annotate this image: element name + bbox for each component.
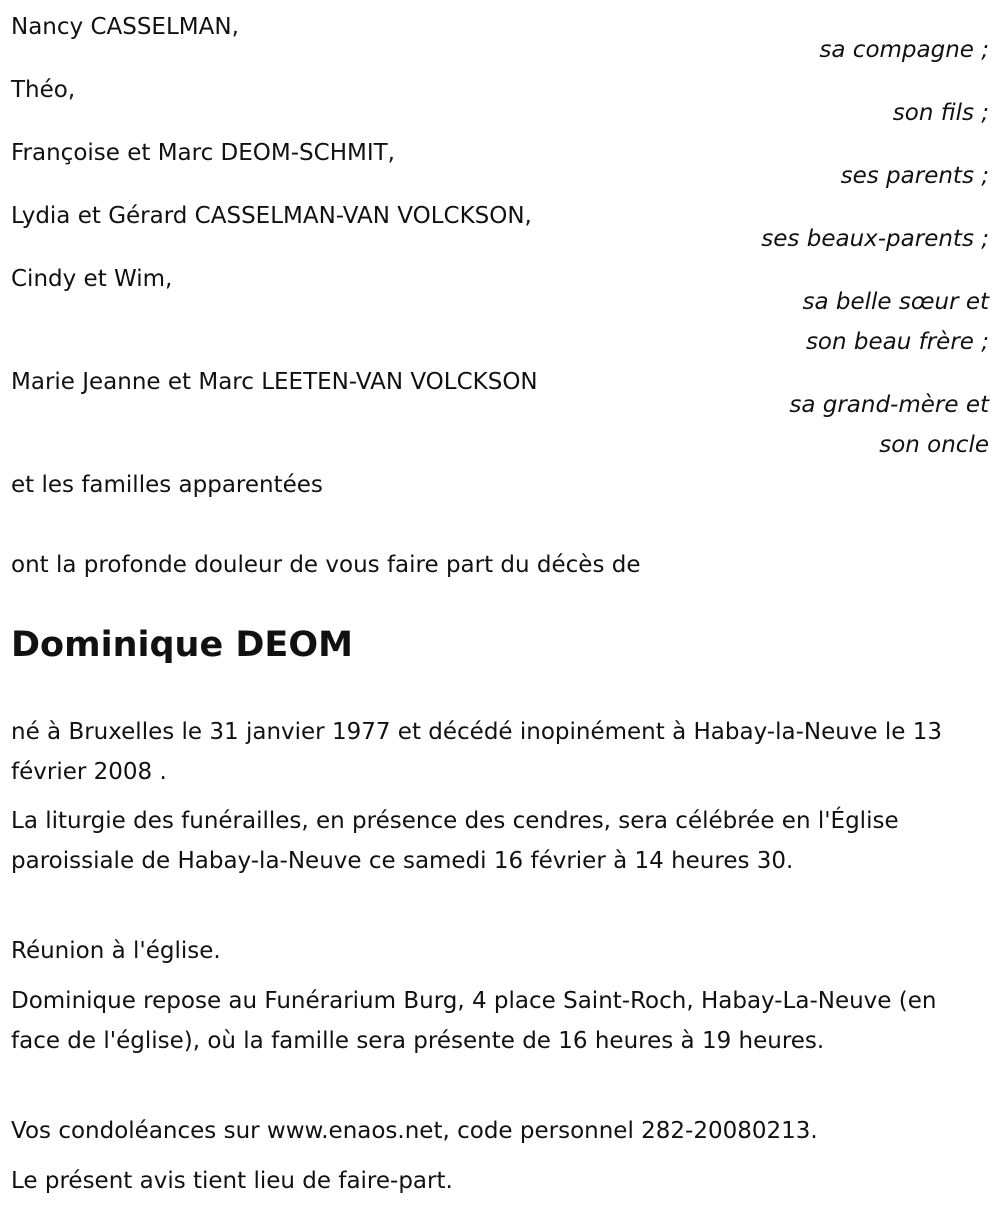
notice-paragraph: Le présent avis tient lieu de faire-part. <box>11 1168 453 1194</box>
family-member-relation: sa grand-mère et <box>789 392 989 418</box>
family-member-relation: son fils ; <box>892 100 989 126</box>
closing-family: et les familles apparentées <box>11 472 323 498</box>
meeting-paragraph: Réunion à l'église. <box>11 938 221 964</box>
family-member-name: Théo, <box>11 77 76 103</box>
family-member-relation: ses parents ; <box>840 163 989 189</box>
family-member-relation: ses beaux-parents ; <box>761 226 989 252</box>
family-member-name: Cindy et Wim, <box>11 266 173 292</box>
birth-death-paragraph: né à Bruxelles le 31 janvier 1977 et décédé inopinément à Habay-la-Neuve le 13 février 2008 . <box>11 719 942 785</box>
funerarium-paragraph: Dominique repose au Funérarium Burg, 4 place Saint-Roch, Habay-La-Neuve (en face de l'église), où la famille sera présente de 16 heures à 19 heures. <box>11 988 937 1054</box>
family-member-name: Marie Jeanne et Marc LEETEN-VAN VOLCKSON <box>11 369 538 395</box>
deceased-name: Dominique DEOM <box>11 625 353 665</box>
family-member-name: Nancy CASSELMAN, <box>11 14 239 40</box>
funeral-paragraph: La liturgie des funérailles, en présence des cendres, sera célébrée en l'Église paroissiale de Habay-la-Neuve ce samedi 16 février à 14 heures 30. <box>11 808 899 874</box>
family-member-relation: son beau frère ; <box>805 329 989 355</box>
family-member-relation: sa belle sœur et <box>802 289 989 315</box>
family-member-relation: son oncle <box>879 432 989 458</box>
announcement: ont la profonde douleur de vous faire part du décès de <box>11 552 641 578</box>
family-member-name: Françoise et Marc DEOM-SCHMIT, <box>11 140 395 166</box>
family-member-relation: sa compagne ; <box>819 37 989 63</box>
family-member-name: Lydia et Gérard CASSELMAN-VAN VOLCKSON, <box>11 203 532 229</box>
condolences-paragraph: Vos condoléances sur www.enaos.net, code personnel 282-20080213. <box>11 1118 818 1144</box>
